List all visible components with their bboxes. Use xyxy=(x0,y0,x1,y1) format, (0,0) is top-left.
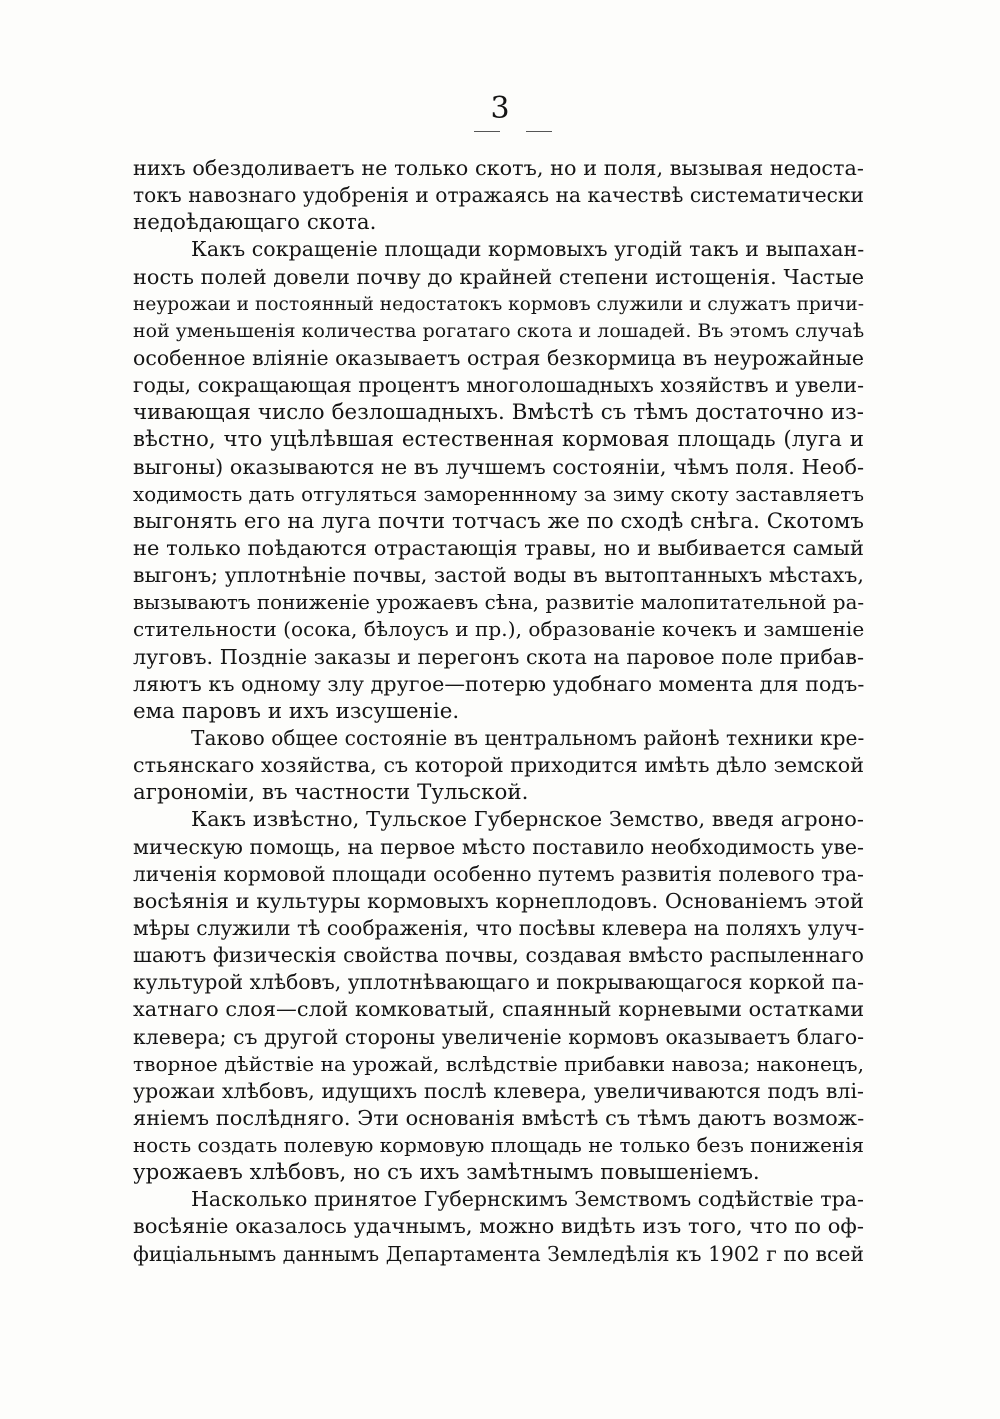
page-number-rule-left xyxy=(474,131,500,132)
text-line: мѣры служили тѣ соображенія, что посѣвы клевера на поляхъ улуч- xyxy=(133,915,865,940)
text-line: неурожаи и постоянный недостатокъ кормовъ служили и служатъ причи- xyxy=(133,293,865,315)
page-number-rule-right xyxy=(526,131,552,132)
text-line: вѣстно, что уцѣлѣвшая естественная кормовая площадь (луга и xyxy=(133,427,864,453)
text-line: урожаевъ хлѣбовъ, но съ ихъ замѣтнымъ повышеніемъ. xyxy=(133,1160,760,1186)
page-number: 3 xyxy=(490,91,510,126)
text-line: стительности (осока, бѣлоусъ и пр.), образованіе кочекъ и замшеніе xyxy=(133,617,865,642)
text-line: восѣянія и культуры кормовыхъ корнеплодовъ. Основаніемъ этой xyxy=(133,888,864,913)
text-line: фиціальнымъ даннымъ Департамента Земледѣлія къ 1902 г по всей xyxy=(133,1241,864,1266)
text-line: урожаи хлѣбовъ, идущихъ послѣ клевера, увеличиваются подъ влі- xyxy=(133,1078,864,1103)
text-line: ность полей довели почву до крайней степени истощенія. Частые xyxy=(133,264,865,289)
text-line: шаютъ физическія свойства почвы, создавая вмѣсто распыленнаго xyxy=(133,943,864,968)
text-line: выгонять его на луга почти тотчасъ же по сходѣ снѣга. Скотомъ xyxy=(133,508,864,534)
text-line: стьянскаго хозяйства, съ которой приходится имѣть дѣло земской xyxy=(133,753,864,778)
text-line: ходимость дать отгуляться замореннному за зиму скоту заставляетъ xyxy=(133,482,864,506)
text-line: Насколько принятое Губернскимъ Земствомъ содѣйствіе тра- xyxy=(191,1187,864,1212)
text-line: нихъ обездоливаетъ не только скотъ, но и поля, вызывая недоста- xyxy=(133,156,864,180)
text-line: клевера; съ другой стороны увеличеніе кормовъ оказываетъ благо- xyxy=(133,1024,865,1049)
text-line: творное дѣйствіе на урожай, вслѣдствіе прибавки навоза; наконецъ, xyxy=(133,1051,864,1076)
text-line: ность создать полевую кормовую площадь не только безъ пониженія xyxy=(133,1134,864,1158)
body-text xyxy=(133,155,864,1268)
text-line: ема паровъ и ихъ изсушеніе. xyxy=(133,698,460,724)
text-line: выгонъ; уплотнѣніе почвы, застой воды въ вытоптанныхъ мѣстахъ, xyxy=(133,563,864,588)
text-line: особенное вліяніе оказываетъ острая безкормица въ неурожайные xyxy=(133,345,865,370)
text-line: чивающая число безлошадныхъ. Вмѣстѣ съ тѣмъ достаточно из- xyxy=(133,400,864,426)
text-line: ляютъ къ одному злу другое—потерю удобнаго момента для подъ- xyxy=(133,671,865,696)
text-line: луговъ. Поздніе заказы и перегонъ скота на паровое поле прибав- xyxy=(133,644,864,669)
text-line: личенія кормовой площади особенно путемъ развитія полевого тра- xyxy=(133,861,864,886)
text-line: недоѣдающаго скота. xyxy=(133,210,377,236)
text-line: хатнаго слоя—слой комковатый, спаянный корневыми остатками xyxy=(133,997,865,1022)
text-line: яніемъ послѣдняго. Эти основанія вмѣстѣ съ тѣмъ даютъ возмож- xyxy=(133,1105,865,1130)
text-line: ной уменьшенія количества рогатаго скота и лошадей. Въ этомъ случаѣ xyxy=(133,319,865,342)
text-line: Какъ извѣстно, Тульское Губернское Земство, введя агроно- xyxy=(191,807,864,832)
text-line: Какъ сокращеніе площади кормовыхъ угодій такъ и выпахан- xyxy=(191,237,865,262)
text-line: агрономіи, въ частности Тульской. xyxy=(133,780,529,806)
text-line: годы, сокращающая процентъ многолошадныхъ хозяйствъ и увели- xyxy=(133,373,865,398)
text-line: культурой хлѣбовъ, уплотнѣвающаго и покрывающагося коркой па- xyxy=(133,970,864,995)
text-line: Таково общее состояніе въ центральномъ районѣ техники кре- xyxy=(191,725,865,750)
text-line: выгоны) оказываются не въ лучшемъ состояніи, чѣмъ поля. Необ- xyxy=(133,454,865,479)
text-line: вызываютъ пониженіе урожаевъ сѣна, развитіе малопитательной ра- xyxy=(133,591,865,615)
text-line: восѣяніе оказалось удачнымъ, можно видѣть изъ того, что по оф- xyxy=(133,1214,864,1239)
text-line: не только поѣдаются отрастающія травы, но и выбивается самый xyxy=(133,535,864,560)
text-line: токъ навознаго удобренія и отражаясь на качествѣ систематически xyxy=(133,183,864,208)
text-line: мическую помощь, на первое мѣсто поставило необходимость уве- xyxy=(133,834,864,859)
